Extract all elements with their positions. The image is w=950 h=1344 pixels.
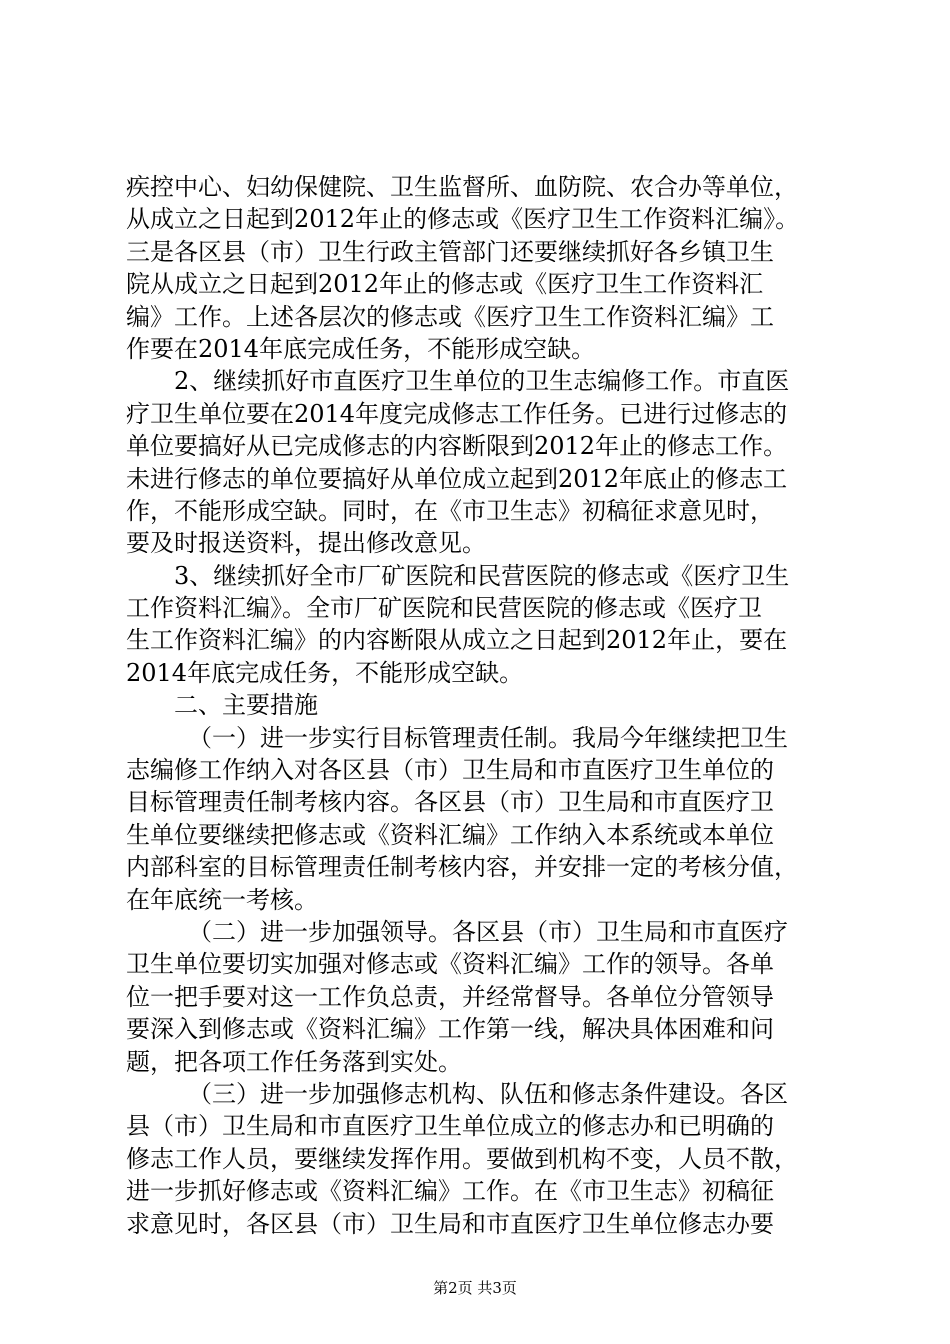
text-line: 位一把手要对这一工作负总责，并经常督导。各单位分管领导 (126, 982, 774, 1011)
text-line: 生工作资料汇编》的内容断限从成立之日起到2012年止，要在 (126, 626, 788, 655)
text-line: （一）进一步实行目标管理责任制。我局今年继续把卫生 (188, 723, 788, 752)
document-body (126, 171, 836, 1240)
text-line: 要深入到修志或《资料汇编》工作第一线，解决具体困难和问 (126, 1015, 774, 1044)
text-line: 内部科室的目标管理责任制考核内容，并安排一定的考核分值， (126, 853, 798, 882)
text-line: 目标管理责任制考核内容。各区县（市）卫生局和市直医疗卫 (126, 788, 774, 817)
text-line: 2、继续抓好市直医疗卫生单位的卫生志编修工作。市直医 (174, 367, 790, 396)
text-line: （三）进一步加强修志机构、队伍和修志条件建设。各区 (188, 1079, 788, 1108)
text-line: 编》工作。上述各层次的修志或《医疗卫生工作资料汇编》工 (126, 302, 774, 331)
text-line: 从成立之日起到2012年止的修志或《医疗卫生工作资料汇编》。 (126, 205, 800, 234)
text-line: 修志工作人员，要继续发挥作用。要做到机构不变，人员不散， (126, 1144, 798, 1173)
text-line: 在年底统一考核。 (126, 885, 318, 914)
text-line: 疗卫生单位要在2014年度完成修志工作任务。已进行过修志的 (126, 399, 788, 428)
text-line: 3、继续抓好全市厂矿医院和民营医院的修志或《医疗卫生 (174, 561, 790, 590)
text-line: 要及时报送资料，提出修改意见。 (126, 529, 486, 558)
text-line: 未进行修志的单位要搞好从单位成立起到2012年底止的修志工 (126, 464, 788, 493)
text-line: 疾控中心、妇幼保健院、卫生监督所、血防院、农合办等单位， (126, 173, 798, 201)
text-line: 求意见时，各区县（市）卫生局和市直医疗卫生单位修志办要 (126, 1209, 774, 1238)
text-line: 作要在2014年底完成任务，不能形成空缺。 (126, 334, 596, 363)
text-line: 生单位要继续把修志或《资料汇编》工作纳入本系统或本单位 (126, 820, 774, 849)
text-line: 工作资料汇编》。全市厂矿医院和民营医院的修志或《医疗卫 (126, 594, 762, 623)
text-line: 卫生单位要切实加强对修志或《资料汇编》工作的领导。各单 (126, 950, 774, 979)
text-line: （二）进一步加强领导。各区县（市）卫生局和市直医疗 (188, 917, 788, 946)
text-line: 作，不能形成空缺。同时，在《市卫生志》初稿征求意见时， (126, 496, 774, 525)
text-line: 进一步抓好修志或《资料汇编》工作。在《市卫生志》初稿征 (126, 1177, 774, 1206)
section-heading: 二、主要措施 (174, 691, 318, 720)
text-line: 县（市）卫生局和市直医疗卫生单位成立的修志办和已明确的 (126, 1112, 774, 1141)
text-line: 院从成立之日起到2012年止的修志或《医疗卫生工作资料汇 (126, 270, 764, 299)
text-line: 2014年底完成任务，不能形成空缺。 (126, 658, 524, 687)
text-line: 题，把各项工作任务落到实处。 (126, 1047, 462, 1076)
page-number-footer: 第2页 共3页 (433, 1279, 517, 1297)
text-line: 志编修工作纳入对各区县（市）卫生局和市直医疗卫生单位的 (126, 756, 774, 785)
text-line: 三是各区县（市）卫生行政主管部门还要继续抓好各乡镇卫生 (126, 237, 774, 266)
text-line: 单位要搞好从已完成修志的内容断限到2012年止的修志工作。 (126, 432, 788, 461)
